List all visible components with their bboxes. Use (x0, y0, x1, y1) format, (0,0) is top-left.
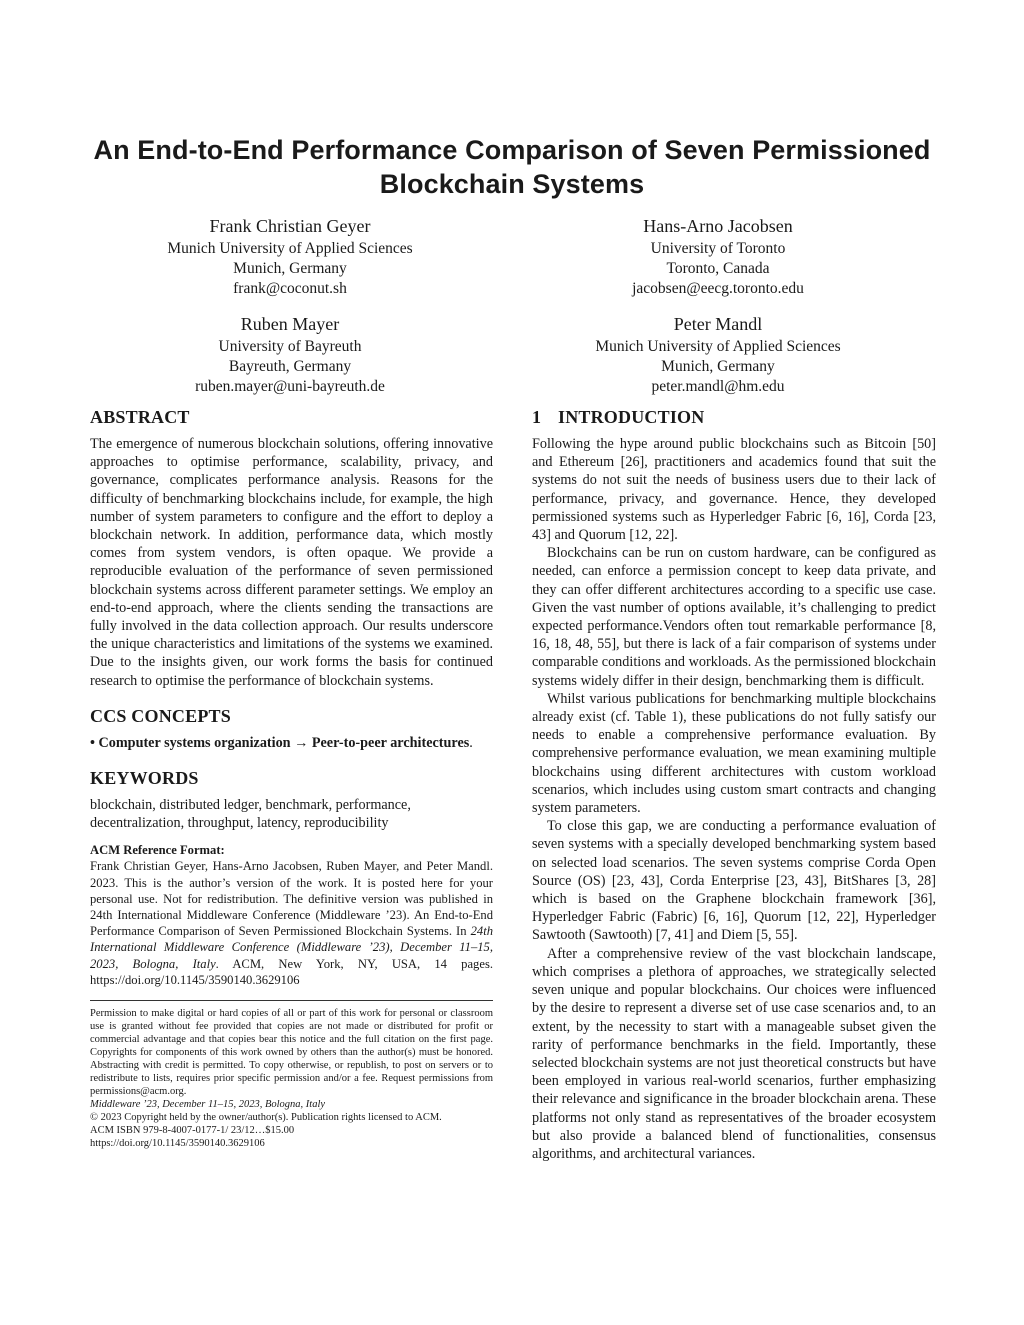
reference-text-tail: . ACM, New York, NY, USA, 14 pages. https://doi.org/10.1145/3590140.3629106 (90, 956, 493, 987)
intro-paragraph: Following the hype around public blockchains such as Bitcoin [50] and Ethereum [26], practitioners and academics found that suit the systems do not suit the needs of business users due to their lack of performance, privacy, and governance. Hence, they developed permissioned systems such as Hyperledger Fabric [6, 16], Corda [23, 43] and Quorum [12, 22]. (532, 436, 936, 544)
keywords-text: blockchain, distributed ledger, benchmark, performance, decentralization, throughput, latency, reproducibility (90, 797, 411, 832)
introduction-heading (532, 405, 936, 429)
footnote-section (90, 1007, 493, 1150)
copyright-line: © 2023 Copyright held by the owner/author(s). Publication rights licensed to ACM. (90, 1112, 442, 1124)
right-column (532, 405, 936, 1163)
author-email[interactable]: peter.mandl@hm.edu (651, 378, 785, 395)
doi-link[interactable]: https://doi.org/10.1145/3590140.3629106 (90, 1138, 265, 1150)
author-affiliation: Munich University of Applied Sciences (595, 338, 841, 355)
section-number: 1 (532, 407, 542, 427)
author-location: Bayreuth, Germany (228, 358, 352, 375)
permission-notice: Permission to make digital or hard copies of all or part of this work for personal or classroom use is granted without fee provided that copies are not made or distributed for profit or commercial advantage and that copies bear this notice and the full citation on the first page. Copyrights for components of this work owned by others than the author(s) must be honored. Abstracting with credit is permitted. To copy otherwise, or republish, to post on servers or to redistribute to lists, requires prior specific permission and/or a fee. Request permissions from permissions@acm.org. (90, 1008, 493, 1098)
author-name: Frank Christian Geyer (209, 216, 371, 236)
reference-text-part: Frank Christian Geyer, Hans-Arno Jacobsen, Ruben Mayer, and Peter Mandl. 2023. This is the author’s version of the work. It is posted here for your personal use. Not for redistribution. The definitive version was published in 24th International Middleware Conference (Middleware ’23). An End-to-End Performance Comparison of Seven Permissioned Blockchain Systems. In (90, 859, 493, 939)
intro-paragraph: To close this gap, we are conducting a performance evaluation of seven systems with a specially developed benchmarking system based on selected load scenarios. The seven systems comprise Corda Open Source (OS) [23, 43], Corda Enterprise [23, 43], BitShares [3, 28] which is based on the Graphene blockchain framework [36], Hyperledger Fabric (Fabric) [6, 16], Quorum [12, 22], Hyperledger Sawtooth (Sawtooth) [7, 41] and Diem [5, 55]. (532, 818, 936, 944)
ccs-heading: CCS CONCEPTS (90, 705, 231, 726)
abstract-heading: ABSTRACT (90, 407, 190, 427)
author-affiliation: University of Bayreuth (218, 338, 362, 355)
ccs-bullet: • (90, 734, 95, 751)
reference-format-section (90, 842, 493, 988)
author-name: Hans-Arno Jacobsen (643, 216, 793, 236)
section-title: INTRODUCTION (558, 407, 705, 427)
author-name: Peter Mandl (673, 314, 763, 334)
author-email[interactable]: frank@coconut.sh (233, 280, 347, 297)
reference-format-text (90, 858, 493, 988)
author-block-jacobsen (508, 214, 928, 299)
author-location: Munich, Germany (661, 358, 775, 375)
author-block-mayer (80, 312, 500, 397)
author-affiliation: Munich University of Applied Sciences (167, 240, 413, 257)
author-affiliation: University of Toronto (650, 240, 786, 257)
author-location: Toronto, Canada (666, 260, 770, 277)
author-email[interactable]: ruben.mayer@uni-bayreuth.de (195, 378, 385, 395)
intro-paragraph: After a comprehensive review of the vast blockchain landscape, which comprises a plethora of approaches, we strategically selected seven unique and popular blockchains. Our choices were influenced by the desire to represent a diverse set of use case scenarios and, to an extent, by the necessity to start with a manageable subset given the rarity of performance benchmarks in the field. Importantly, these selected blockchain systems are not just theoretical constructs but have been employed in various real-world scenarios, further emphasizing their relevance and significance in the broader blockchain arena. These platforms not only stand as representatives of the broader ecosystem but also provide a balanced blend of functionalities, consensus algorithms, and architectural variances. (532, 945, 936, 1162)
footnote-divider (90, 1000, 493, 1001)
abstract-text: The emergence of numerous blockchain solutions, offering innovative approaches to optimise performance, scalability, privacy, and governance, complicates performance analysis. Reasons for the difficulty of benchmarking blockchains include, for example, the high number of system parameters to configure and the effort to deploy a blockchain network. In addition, performance data, which mostly comes from system vendors, is often opaque. We provide a reproducible evaluation of the performance of seven permissioned blockchain systems across different parameter settings. We employ an end-to-end approach, where the clients sending the transactions are fully involved in the data collection approach. Our results underscore the unique characteristics and limitations of the systems we examined. Due to the insights given, our work forms the basis for continued research to optimise the performance of blockchain systems. (90, 436, 493, 689)
left-column (90, 405, 493, 1150)
ccs-arrow: → (294, 734, 309, 751)
ccs-period: . (469, 734, 473, 751)
author-block-mandl (508, 312, 928, 397)
ccs-section (90, 704, 493, 752)
keywords-section (90, 766, 493, 832)
ccs-concept: Computer systems organization (98, 734, 291, 751)
author-block-geyer (80, 214, 500, 299)
keywords-heading: KEYWORDS (90, 768, 199, 789)
reference-format-heading: ACM Reference Format: (90, 843, 225, 858)
intro-paragraph: Whilst various publications for benchmarking multiple blockchains already exist (cf. Table 1), these publications do not fully satisfy our needs to enable a comprehensive performance evaluation. By comprehensive performance evaluation, we mean examining multiple blockchains using different architectures with custom workload scenarios, which includes using custom smart contracts and changing system parameters. (532, 690, 936, 817)
author-location: Munich, Germany (233, 260, 347, 277)
author-email[interactable]: jacobsen@eecg.toronto.edu (632, 280, 804, 297)
intro-paragraph: Blockchains can be run on custom hardware, can be configured as needed, can enforce a permission concept to keep data private, and they can offer different architectures according to a specific use case. Given the vast number of options available, it’s challenging to predict expected performance.Vendors often tout remarkable performance [8, 16, 18, 48, 55], but there is lack of a fair comparison of systems under comparable conditions and workloads. As the permissioned blockchain systems widely differ in their design, benchmarking them is difficult. (532, 545, 936, 689)
paper-title: An End-to-End Performance Comparison of Seven Permissioned Blockchain Systems (93, 135, 931, 199)
author-name: Ruben Mayer (240, 314, 340, 334)
abstract-section (90, 405, 493, 690)
ccs-concepts-text (90, 734, 493, 752)
ccs-subconcept: Peer-to-peer architectures (311, 734, 470, 751)
reference-venue: 24th International Middleware Conference (Middleware ’23), December 11–15, 2023, Bologna, Italy (90, 924, 493, 971)
isbn-line: ACM ISBN 979-8-4007-0177-1/ 23/12…$15.00 (90, 1125, 295, 1137)
conference-line: Middleware ’23, December 11–15, 2023, Bologna, Italy (90, 1099, 326, 1111)
